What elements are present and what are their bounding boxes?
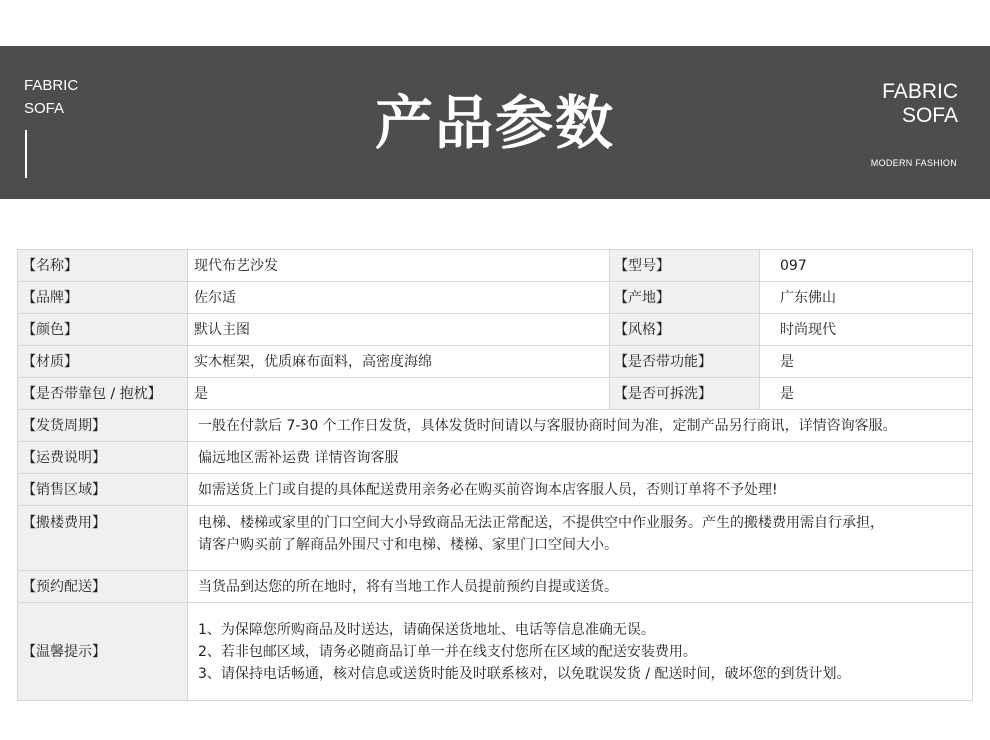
info-line: 一般在付款后 7-30 个工作日发货，具体发货时间请以与客服协商时间为准，定制产品另行商讯，详情咨询客服。 [198, 417, 897, 434]
spec-value: 佐尔适 [188, 282, 610, 314]
spec-value: 是 [188, 378, 610, 410]
info-label: 【销售区域】 [18, 474, 188, 506]
info-text [188, 474, 973, 506]
info-line: 电梯、楼梯或家里的门口空间大小导致商品无法正常配送，不提供空中作业服务。产生的搬楼费用需自行承担， [198, 515, 884, 531]
banner-right-brand [882, 80, 958, 128]
spec-label: 【产地】 [610, 282, 760, 314]
info-line: 2、若非包邮区域，请务必随商品订单一并在线支付您所在区域的配送安装费用。 [198, 643, 697, 660]
spec-label: 【颜色】 [18, 314, 188, 346]
spec-label: 【是否带功能】 [610, 346, 760, 378]
spec-label: 【材质】 [18, 346, 188, 378]
product-spec-table [17, 249, 973, 701]
spec-value: 默认主图 [188, 314, 610, 346]
info-line: 当货品到达您的所在地时，将有当地工作人员提前预约自提或送货。 [198, 578, 618, 595]
info-line: 偏远地区需补运费 详情咨询客服 [198, 449, 399, 466]
spec-label: 【是否可拆洗】 [610, 378, 760, 410]
info-row-carrying-fee [18, 506, 973, 571]
spec-value: 097 [760, 250, 973, 282]
info-text [188, 410, 973, 442]
info-text [188, 603, 973, 701]
info-label: 【发货周期】 [18, 410, 188, 442]
spec-value: 实木框架，优质麻布面料，高密度海绵 [188, 346, 610, 378]
info-text [188, 506, 973, 571]
spec-label: 【品牌】 [18, 282, 188, 314]
spec-row [18, 378, 973, 410]
spec-row [18, 314, 973, 346]
spec-value: 广东佛山 [760, 282, 973, 314]
info-line: 请客户购买前了解商品外围尺寸和电梯、楼梯、家里门口空间大小。 [198, 537, 618, 553]
spec-label: 【是否带靠包 / 抱枕】 [18, 378, 188, 410]
info-label: 【搬楼费用】 [18, 506, 188, 571]
header-banner [0, 46, 990, 199]
spec-value: 是 [760, 346, 973, 378]
info-line: 3、请保持电话畅通，核对信息或送货时能及时联系核对，以免耽误发货 / 配送时间，破坏您的到货计划。 [198, 665, 851, 682]
banner-right-line1: FABRIC [882, 80, 958, 103]
spec-label: 【名称】 [18, 250, 188, 282]
info-text [188, 571, 973, 603]
info-label: 【运费说明】 [18, 442, 188, 474]
info-line: 如需送货上门或自提的具体配送费用亲务必在购买前咨询本店客服人员，否则订单将不予处理! [198, 481, 778, 498]
banner-left-line2: SOFA [24, 100, 65, 117]
info-row-freight [18, 442, 973, 474]
info-text [188, 442, 973, 474]
info-row-shipping-cycle [18, 410, 973, 442]
page-title: 产品参数 [374, 89, 615, 157]
banner-subtitle: MODERN FASHION [870, 158, 957, 168]
info-label: 【温馨提示】 [18, 603, 188, 701]
spec-row [18, 250, 973, 282]
spec-row [18, 346, 973, 378]
spec-value: 现代布艺沙发 [188, 250, 610, 282]
spec-label: 【型号】 [610, 250, 760, 282]
info-row-tips [18, 603, 973, 701]
spec-value: 是 [760, 378, 973, 410]
spec-value: 时尚现代 [760, 314, 973, 346]
banner-left-line1: FABRIC [24, 77, 79, 94]
info-row-appointment [18, 571, 973, 603]
banner-right-line2: SOFA [901, 104, 958, 127]
spec-label: 【风格】 [610, 314, 760, 346]
info-line: 1、为保障您所购商品及时送达，请确保送货地址、电话等信息准确无误。 [198, 621, 655, 638]
info-label: 【预约配送】 [18, 571, 188, 603]
spec-row [18, 282, 973, 314]
info-row-sales-area [18, 474, 973, 506]
